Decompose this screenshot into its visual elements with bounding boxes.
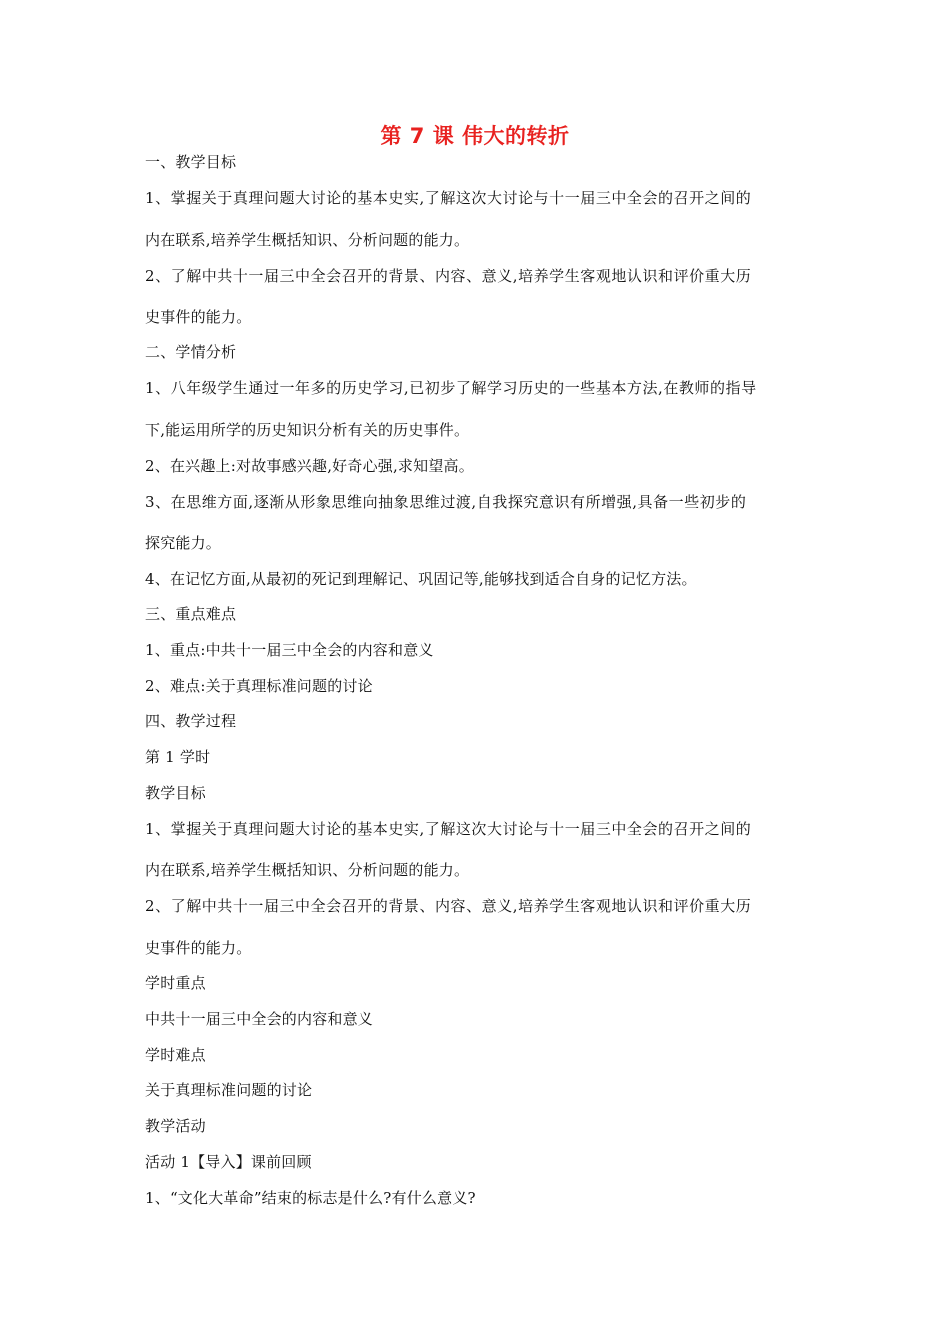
question-line: 1、“文化大革命”结束的标志是什么?有什么意义? — [145, 1189, 476, 1207]
paragraph-line: 1、掌握关于真理问题大讨论的基本史实,了解这次大讨论与十一届三中全会的召开之间的 — [145, 189, 752, 207]
subheading: 教学活动 — [145, 1117, 206, 1135]
paragraph-line: 中共十一届三中全会的内容和意义 — [145, 1010, 374, 1028]
paragraph-line: 内在联系,培养学生概括知识、分析问题的能力。 — [145, 861, 470, 879]
section-heading-teaching-goals: 一、教学目标 — [145, 153, 237, 171]
paragraph-line: 1、掌握关于真理问题大讨论的基本史实,了解这次大讨论与十一届三中全会的召开之间的 — [145, 820, 752, 838]
paragraph-line: 史事件的能力。 — [145, 308, 252, 326]
paragraph-line: 3、在思维方面,逐渐从形象思维向抽象思维过渡,自我探究意识有所增强,具备一些初步的 — [145, 493, 747, 511]
subheading-lesson-hour: 第 1 学时 — [145, 748, 211, 766]
activity-heading: 活动 1【导入】课前回顾 — [145, 1153, 312, 1171]
paragraph-line: 史事件的能力。 — [145, 939, 252, 957]
paragraph-line: 2、了解中共十一届三中全会召开的背景、内容、意义,培养学生客观地认识和评价重大历 — [145, 267, 752, 285]
section-heading-teaching-process: 四、教学过程 — [145, 712, 237, 730]
paragraph-line: 1、八年级学生通过一年多的历史学习,已初步了解学习历史的一些基本方法,在教师的指导 — [145, 379, 757, 397]
paragraph-line: 关于真理标准问题的讨论 — [145, 1081, 313, 1099]
paragraph-line: 2、在兴趣上:对故事感兴趣,好奇心强,求知望高。 — [145, 457, 474, 475]
paragraph-line: 2、难点:关于真理标准问题的讨论 — [145, 677, 373, 695]
subheading: 教学目标 — [145, 784, 206, 802]
section-heading-key-points: 三、重点难点 — [145, 605, 237, 623]
paragraph-line: 4、在记忆方面,从最初的死记到理解记、巩固记等,能够找到适合自身的记忆方法。 — [145, 570, 697, 588]
subheading: 学时重点 — [145, 974, 206, 992]
paragraph-line: 内在联系,培养学生概括知识、分析问题的能力。 — [145, 231, 470, 249]
page-title: 第 7 课 伟大的转折 — [380, 124, 570, 148]
section-heading-student-analysis: 二、学情分析 — [145, 343, 237, 361]
paragraph-line: 探究能力。 — [145, 534, 222, 552]
paragraph-line: 下,能运用所学的历史知识分析有关的历史事件。 — [145, 421, 470, 439]
paragraph-line: 1、重点:中共十一届三中全会的内容和意义 — [145, 641, 434, 659]
subheading: 学时难点 — [145, 1046, 206, 1064]
paragraph-line: 2、了解中共十一届三中全会召开的背景、内容、意义,培养学生客观地认识和评价重大历 — [145, 897, 752, 915]
